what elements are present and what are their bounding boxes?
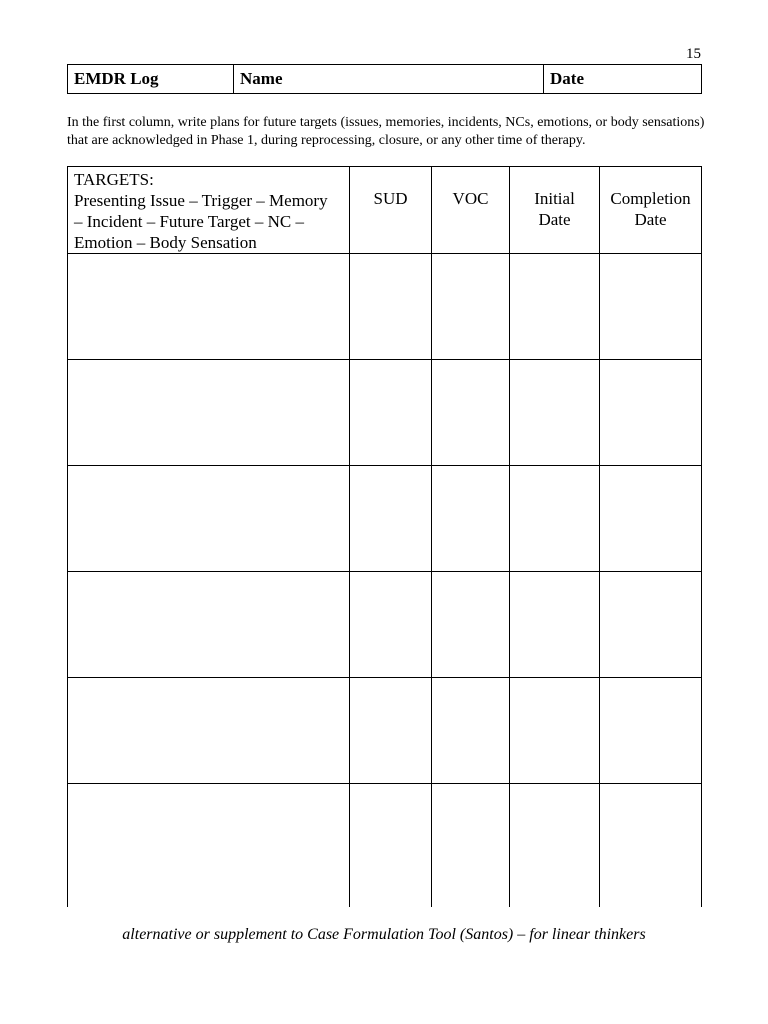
sud-cell[interactable] — [350, 784, 432, 908]
sud-cell[interactable] — [350, 360, 432, 466]
table-row — [68, 360, 702, 466]
initial-date-cell[interactable] — [510, 572, 600, 678]
emdr-log-label: EMDR Log — [68, 65, 234, 94]
header-row — [68, 65, 702, 94]
target-cell[interactable] — [68, 678, 350, 784]
completion-date-cell[interactable] — [600, 572, 702, 678]
instructions-text: In the first column, write plans for future targets (issues, memories, incidents, NCs, emotions, or body sensations) that are acknowledged in Phase 1, during reprocessing, closure, or any other time of therapy. — [67, 115, 705, 148]
initial-date-cell[interactable] — [510, 254, 600, 360]
header-table — [67, 64, 702, 94]
name-field[interactable]: Name — [234, 65, 544, 94]
initial-date-cell[interactable] — [510, 466, 600, 572]
initial-date-header-line: Initial — [534, 189, 575, 208]
table-row — [68, 466, 702, 572]
date-field[interactable]: Date — [544, 65, 702, 94]
voc-cell[interactable] — [432, 784, 510, 908]
targets-header-line: – Incident – Future Target – NC – — [74, 212, 305, 231]
sud-column-header: SUD — [350, 167, 432, 254]
completion-date-cell[interactable] — [600, 466, 702, 572]
completion-date-cell[interactable] — [600, 784, 702, 908]
voc-cell[interactable] — [432, 572, 510, 678]
table-row — [68, 678, 702, 784]
targets-header-line: Emotion – Body Sensation — [74, 233, 257, 252]
initial-date-cell[interactable] — [510, 784, 600, 908]
voc-cell[interactable] — [432, 466, 510, 572]
completion-date-cell[interactable] — [600, 678, 702, 784]
initial-date-header-line: Date — [538, 210, 571, 229]
completion-date-header-line: Date — [634, 210, 667, 229]
initial-date-cell[interactable] — [510, 678, 600, 784]
table-row — [68, 784, 702, 908]
sud-cell[interactable] — [350, 254, 432, 360]
target-cell[interactable] — [68, 466, 350, 572]
targets-header-line: TARGETS: — [74, 170, 154, 189]
completion-date-header-line: Completion — [610, 189, 691, 208]
footer-note: alternative or supplement to Case Formulation Tool (Santos) – for linear thinkers — [122, 926, 646, 943]
completion-date-cell[interactable] — [600, 254, 702, 360]
initial-date-cell[interactable] — [510, 360, 600, 466]
target-cell[interactable] — [68, 784, 350, 908]
initial-date-column-header — [510, 167, 600, 254]
target-cell[interactable] — [68, 254, 350, 360]
targets-column-header — [68, 167, 350, 254]
table-row — [68, 254, 702, 360]
table-row — [68, 572, 702, 678]
page-number: 15 — [686, 46, 701, 62]
completion-date-cell[interactable] — [600, 360, 702, 466]
voc-cell[interactable] — [432, 254, 510, 360]
voc-cell[interactable] — [432, 360, 510, 466]
completion-date-column-header — [600, 167, 702, 254]
sud-cell[interactable] — [350, 678, 432, 784]
sud-cell[interactable] — [350, 466, 432, 572]
target-cell[interactable] — [68, 572, 350, 678]
voc-cell[interactable] — [432, 678, 510, 784]
table-header-row — [68, 167, 702, 254]
target-cell[interactable] — [68, 360, 350, 466]
voc-column-header: VOC — [432, 167, 510, 254]
target-log-table — [67, 166, 702, 907]
targets-header-line: Presenting Issue – Trigger – Memory — [74, 191, 328, 210]
sud-cell[interactable] — [350, 572, 432, 678]
